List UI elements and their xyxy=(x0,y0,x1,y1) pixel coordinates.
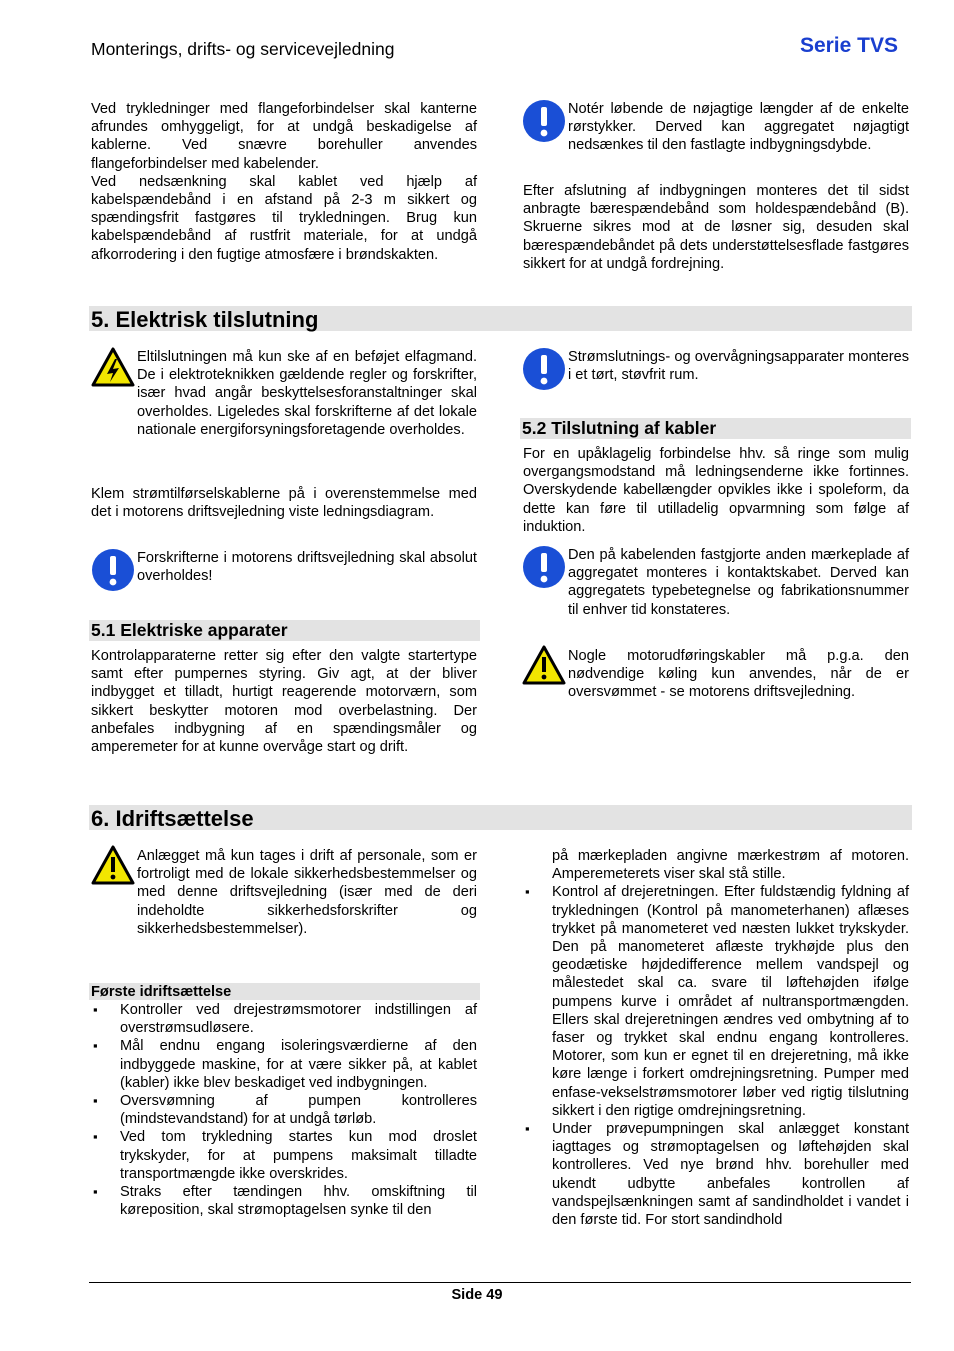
intro-note: Notér løbende de nøjagtige længder af de enkelte rørstykker. Derved kan aggregatet nøjagtigt nedsænkes til den fastlagte indbygningsdybde. xyxy=(568,101,909,154)
first-startup-right xyxy=(523,847,909,1229)
section-5-paragraph: Klem strømtilførselskablerne på i overenstemmelse med det i motorens driftsvejledning viste ledningsdiagram. xyxy=(91,486,477,521)
section-6-heading: 6. Idriftsættelse xyxy=(89,805,912,830)
subsection-5-2-note: Den på kabelenden fastgjorte anden mærkeplade af aggregatet monteres i kontaktskabet. Derved kan aggregatets typebetegnelse og fabrikationsnummer til enhver tid konstateres. xyxy=(568,547,909,618)
list-item: ▪ Oversvømning af pumpen kontrolleres (mindstevandstand) for at undgå tørløb. xyxy=(91,1092,477,1128)
caution-triangle-icon xyxy=(522,645,566,689)
subsection-5-2-heading: 5.2 Tilslutning af kabler xyxy=(520,418,911,439)
first-startup-list-left xyxy=(91,1001,477,1219)
section-5-note: Forskrifterne i motorens driftsvejledning skal absolut overholdes! xyxy=(137,550,477,585)
subsection-5-1-heading: 5.1 Elektriske apparater xyxy=(89,620,480,641)
caution-triangle-icon xyxy=(91,845,135,889)
section-5-warning: Eltilslutningen må kun ske af en beføjet elfagmand. De i elektroteknikken gældende regler og forskrifter, især hvad angår beskyttelsesforanstaltninger skal overholdes. Ligeledes skal forskrifterne af det lokale nationale energiforsyningsforetagende overholdes. xyxy=(137,349,477,438)
list-item: ▪ Straks efter tændingen hhv. omskiftning til køreposition, skal strømoptagelsen synke til den xyxy=(91,1183,477,1219)
subsection-5-2-warning: Nogle motorudføringskabler må p.g.a. den nødvendige køling kun anvendes, når de er oversvømmet - se motorens driftsvejledning. xyxy=(568,648,909,701)
list-item: ▪ Under prøvepumpningen skal anlægget konstant iagttages og strømoptagelsen og løftehøjden skal kontrolleres. Ved nye brønd hhv. borehuller med ukendt udbytte anbefales kontrollen af vandspejlsænkningen samt af sandindholdet i vandet i den første tid. For stort sandindhold xyxy=(523,1120,909,1229)
footer-divider xyxy=(89,1282,911,1283)
intro-left xyxy=(91,100,477,264)
list-item: ▪ Kontroller ved drejestrømsmotorer indstillingen af overstrømsudløsere. xyxy=(91,1001,477,1037)
first-startup-list-right xyxy=(523,883,909,1229)
first-startup-heading: Første idriftsættelse xyxy=(89,983,480,1000)
intro-paragraph-2: Ved nedsænkning skal kablet ved hjælp af kabelspændebånd i en afstand på 2-3 m sikkert og spændingsfrit fastgøres til trykledningen. Brug kun kabelspændebånd af rustfrit materiale, for at undgå afkorrodering i den fugtige atmosfære i brøndskakten. xyxy=(91,173,477,263)
section-5-right-note: Strømslutnings- og overvågningsapparater monteres i et tørt, støvfrit rum. xyxy=(568,349,909,384)
intro-paragraph-1: Ved trykledninger med flangeforbindelser skal kanterne afrundes omhyggeligt, for at undgå beskadigelse af kablerne. Ved snævre borehuller anvendes flangeforbindelser med kabelender. xyxy=(91,101,477,172)
exclamation-icon xyxy=(522,347,566,391)
list-item: ▪ Kontrol af drejeretningen. Efter fuldstændig fyldning af trykledningen (Kontrol på manometerhanen) aflæses trykket på manometeret ved næsten lukket trykskyder. Den på manometeret aflæste trykhøjde plus den geodætiske højdedifference mellem vandspejl og målestedet skal ca. svare til løftehøjden ifølge pumpens kurve i området af nultransportmængden. Ellers skal drejeretningen ændres ved ombytning af to faser og trykket skal endnu engang kontrolleres. Motorer, som kun er egnet til en drejeretning, må ikke køre længe i forkert omdrejningsretning. Pumper med enfase-vekselstrømsmotorer løber ved rigtig tilslutning sikkert i den rigtige omdrejningsretning. xyxy=(523,883,909,1120)
exclamation-icon xyxy=(522,99,566,143)
section-5-heading: 5. Elektrisk tilslutning xyxy=(89,306,912,331)
subsection-5-2-text: For en upåklagelig forbindelse hhv. så ringe som mulig overgangsmodstand må ledningsenderne ikke fortinnes. Overskydende kabellængder opvikles ikke i spoleform, da dette kan føre til utilladelig opvarmning som følge af induktion. xyxy=(523,446,909,535)
exclamation-icon xyxy=(522,545,566,589)
electrical-hazard-icon xyxy=(91,347,135,391)
intro-right-paragraph: Efter afslutning af indbygningen monteres det til sidst anbragte bærespændebånd som holdespændebånd (B). Skruerne sikres mod at de løsner sig, desuden skal bærespændebåndet på dets understøttelsesflade fastgøres sikkert for at undgå fordrejning. xyxy=(523,183,909,272)
section-6-warning: Anlægget må kun tages i drift af personale, som er fortroligt med de lokale sikkerhedsbestemmelser og med denne driftsvejledning (især med de deri indeholdte sikkerhedsforskrifter og sikkerhedsbestemmelser). xyxy=(137,848,477,937)
list-item-continuation: på mærkepladen angivne mærkestrøm af motoren. Amperemeterets viser skal stå stille. xyxy=(552,848,909,883)
document-title: Monterings, drifts- og servicevejledning xyxy=(91,39,395,59)
page-number: Side 49 xyxy=(451,1287,503,1303)
list-item: ▪ Mål endnu engang isoleringsværdierne af den indbyggede maskine, for at være sikker på, at kablet (kabler) ikke blev beskadiget ved indbygningen. xyxy=(91,1037,477,1092)
list-item: ▪ Ved tom trykledning startes kun mod droslet trykskyder, for at pumpens maksimalt tilladte transportmængde ikke overskrides. xyxy=(91,1128,477,1183)
subsection-5-1-text: Kontrolapparaterne retter sig efter den valgte startertype samt efter pumpernes styring. Giv agt, at der bliver indbygget et tilladt, hurtigt reagerende motorværn, som sikkert beskytter motoren mod overbelastning. Der anbefales indbygning af en spændingsmåler og amperemeter for at kunne overvåge start og drift. xyxy=(91,648,477,756)
exclamation-icon xyxy=(91,548,135,592)
series-title: Serie TVS xyxy=(799,34,898,57)
